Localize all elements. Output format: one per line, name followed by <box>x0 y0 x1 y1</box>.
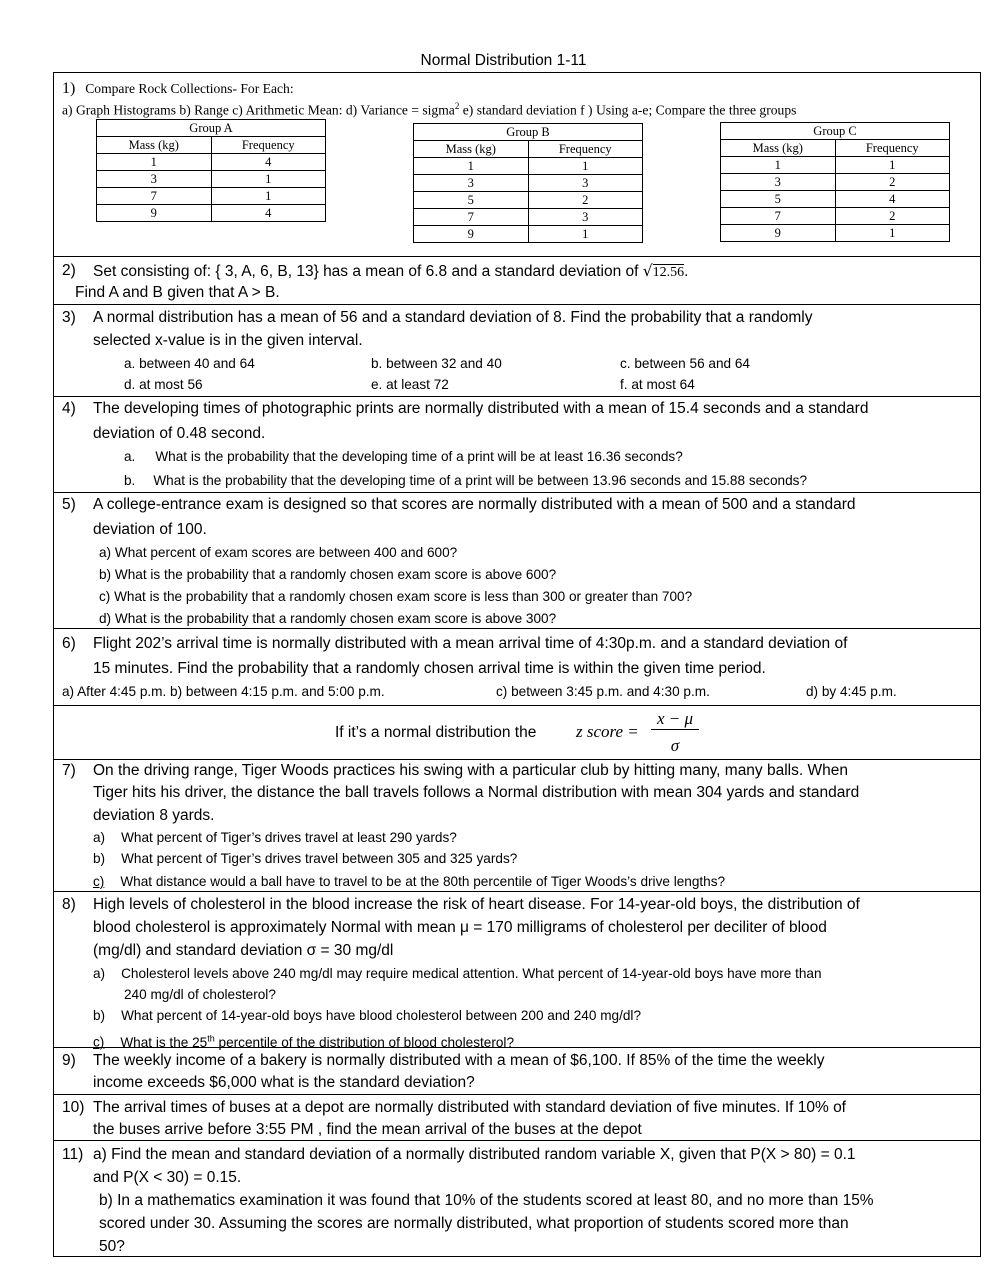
option-label: b. <box>124 473 136 488</box>
option-a: What percent of Tiger’s drives travel at least 290 yards? <box>121 830 457 845</box>
table-row <box>721 225 950 242</box>
option-c: What is the 25th percentile of the distribution of blood cholesterol? <box>120 1033 514 1050</box>
option-a: What is the probability that the developing time of a print will be at least 16.36 seconds? <box>155 449 683 464</box>
table-row <box>97 205 326 222</box>
option-b: b. between 32 and 40 <box>371 356 502 371</box>
mass-cell: 7 <box>97 188 212 205</box>
question-text: Tiger hits his driver, the distance the ball travels follows a Normal distribution with mean 304 yards and standard <box>93 784 860 801</box>
question-text: The weekly income of a bakery is normally distributed with a mean of $6,100. If 85% of the time the weekly <box>93 1052 825 1069</box>
question-text: Find A and B given that A > B. <box>75 284 280 301</box>
group-b-table <box>413 123 643 243</box>
question-text: scored under 30. Assuming the scores are normally distributed, what proportion of students scored more than <box>99 1215 849 1232</box>
table-row <box>414 175 643 192</box>
frequency-cell: 1 <box>528 158 643 175</box>
question-heading: Compare Rock Collections- For Each: <box>85 81 294 96</box>
frequency-cell: 2 <box>528 192 643 209</box>
mass-cell: 7 <box>414 209 529 226</box>
frequency-cell: 2 <box>835 174 950 191</box>
question-number: 11) <box>62 1146 84 1163</box>
frequency-cell: 1 <box>528 226 643 243</box>
option-c: What distance would a ball have to travel to be at the 80th percentile of Tiger Woods’s drive lengths? <box>120 874 726 889</box>
mass-cell: 3 <box>414 175 529 192</box>
table-row <box>97 154 326 171</box>
question-3 <box>54 304 980 396</box>
frequency-cell: 2 <box>835 208 950 225</box>
question-text: selected x-value is in the given interval. <box>93 332 363 349</box>
z-score-formula <box>54 705 980 759</box>
question-6 <box>54 628 980 705</box>
option-d: d. at most 56 <box>124 377 203 392</box>
group-title: Group B <box>414 124 643 141</box>
mass-cell: 9 <box>97 205 212 222</box>
formula-lhs: z score = <box>576 722 639 741</box>
question-number: 4) <box>62 400 76 417</box>
question-2: 2) Set consisting of: { 3, A, 6, B, 13} has a mean of 6.8 and a standard deviation of √12.56. Find A and B given that A > B. <box>54 256 980 304</box>
option-label: a. <box>124 449 136 464</box>
mass-cell: 1 <box>721 157 836 174</box>
question-number: 5) <box>62 496 76 513</box>
option-b: b) What is the probability that a randomly chosen exam score is above 600? <box>99 567 557 582</box>
question-number: 9) <box>62 1052 76 1069</box>
question-text: income exceeds $6,000 what is the standard deviation? <box>93 1074 475 1091</box>
frequency-cell: 1 <box>835 225 950 242</box>
question-10 <box>54 1094 980 1140</box>
question-text: and P(X < 30) = 0.15. <box>93 1169 242 1186</box>
question-text: deviation of 0.48 second. <box>93 425 266 442</box>
table-row <box>414 209 643 226</box>
mass-cell: 3 <box>97 171 212 188</box>
option-a-b: a) After 4:45 p.m. b) between 4:15 p.m. and 5:00 p.m. <box>62 684 385 699</box>
frequency-cell: 1 <box>211 171 326 188</box>
question-text: deviation of 100. <box>93 521 207 538</box>
question-text: Set consisting of: { 3, A, 6, B, 13} has a mean of 6.8 and a standard deviation of <box>93 263 643 280</box>
question-8 <box>54 891 980 1050</box>
question-9 <box>54 1047 980 1094</box>
table-row <box>97 188 326 205</box>
group-title: Group C <box>721 123 950 140</box>
option-label: b) <box>93 851 106 866</box>
formula-text: If it’s a normal distribution the <box>335 724 537 741</box>
option-label: b) <box>93 1008 106 1023</box>
question-5 <box>54 492 980 628</box>
question-number: 6) <box>62 635 76 652</box>
group-c-table <box>720 122 950 242</box>
mass-cell: 5 <box>414 192 529 209</box>
table-row <box>721 174 950 191</box>
option-d: d) What is the probability that a randomly chosen exam score is above 300? <box>99 611 557 626</box>
frequency-cell: 3 <box>528 175 643 192</box>
table-row <box>414 192 643 209</box>
option-b: What percent of 14-year-old boys have blood cholesterol between 200 and 240 mg/dl? <box>121 1008 642 1023</box>
question-11 <box>54 1140 980 1256</box>
mass-cell: 5 <box>721 191 836 208</box>
sqrt-symbol: √ <box>642 262 653 280</box>
question-text: High levels of cholesterol in the blood increase the risk of heart disease. For 14-year-old boys, the distribution of <box>93 896 860 913</box>
question-text: The developing times of photographic prints are normally distributed with a mean of 15.4 seconds and a standard <box>93 400 869 417</box>
frequency-header: Frequency <box>835 140 950 157</box>
question-text: On the driving range, Tiger Woods practices his swing with a particular club by hitting many, many balls. When <box>93 762 848 779</box>
question-text: a) Find the mean and standard deviation of a normally distributed random variable X, given that P(X > 80) = 0.1 <box>93 1146 856 1163</box>
question-number: 1) <box>62 80 76 97</box>
table-row <box>721 157 950 174</box>
frequency-header: Frequency <box>528 141 643 158</box>
option-c: c) between 3:45 p.m. and 4:30 p.m. <box>496 684 710 699</box>
option-d: d) by 4:45 p.m. <box>806 684 897 699</box>
option-f: f. at most 64 <box>620 377 695 392</box>
question-number: 8) <box>62 896 76 913</box>
frequency-header: Frequency <box>211 137 326 154</box>
question-text: blood cholesterol is approximately Normal with mean μ = 170 milligrams of cholesterol per deciliter of blood <box>93 919 827 936</box>
table-row <box>721 191 950 208</box>
option-a: a. between 40 and 64 <box>124 356 255 371</box>
option-label: c) <box>93 874 105 889</box>
frequency-cell: 3 <box>528 209 643 226</box>
question-number: 10) <box>62 1099 85 1116</box>
frequency-cell: 4 <box>211 205 326 222</box>
table-row <box>414 158 643 175</box>
mass-cell: 1 <box>97 154 212 171</box>
frequency-cell: 4 <box>835 191 950 208</box>
option-c: c. between 56 and 64 <box>620 356 750 371</box>
question-text: (mg/dl) and standard deviation σ = 30 mg/dl <box>93 942 394 959</box>
question-text: the buses arrive before 3:55 PM , find the mean arrival of the buses at the depot <box>93 1121 642 1138</box>
table-row <box>97 171 326 188</box>
mass-cell: 3 <box>721 174 836 191</box>
group-title: Group A <box>97 120 326 137</box>
option-a: a) What percent of exam scores are between 400 and 600? <box>99 545 458 560</box>
frequency-cell: 1 <box>211 188 326 205</box>
frequency-cell: 4 <box>211 154 326 171</box>
question-text: 15 minutes. Find the probability that a randomly chosen arrival time is within the given time period. <box>93 660 766 677</box>
mass-header: Mass (kg) <box>414 141 529 158</box>
table-row <box>721 208 950 225</box>
option-label: a) <box>93 966 106 981</box>
question-number: 3) <box>62 309 76 326</box>
question-4 <box>54 396 980 492</box>
mass-cell: 7 <box>721 208 836 225</box>
worksheet <box>53 72 981 1257</box>
mass-cell: 9 <box>721 225 836 242</box>
question-text: A college-entrance exam is designed so that scores are normally distributed with a mean of 500 and a standard <box>93 496 856 513</box>
frequency-cell: 1 <box>835 157 950 174</box>
formula-denominator: σ <box>670 736 680 755</box>
question-7 <box>54 759 980 891</box>
question-parts: a) Graph Histograms b) Range c) Arithmetic Mean: d) Variance = sigma$^2$ e) standard deviation f ) Using a-e; Compare the three groups <box>62 101 797 118</box>
question-text: b) In a mathematics examination it was found that 10% of the students scored at least 80, and no more than 15% <box>99 1192 874 1209</box>
question-text: A normal distribution has a mean of 56 and a standard deviation of 8. Find the probability that a randomly <box>93 309 813 326</box>
option-a-cont: 240 mg/dl of cholesterol? <box>124 987 276 1002</box>
table-row <box>414 226 643 243</box>
page-title: Normal Distribution 1-11 <box>420 52 587 69</box>
question-text: The arrival times of buses at a depot are normally distributed with standard deviation of five minutes. If 10% of <box>93 1099 846 1116</box>
question-number: 7) <box>62 762 76 779</box>
option-b: What is the probability that the developing time of a print will be between 13.96 seconds and 15.88 seconds? <box>153 473 808 488</box>
option-label: c) <box>93 1034 105 1050</box>
question-1 <box>54 73 980 256</box>
option-e: e. at least 72 <box>371 377 449 392</box>
mass-cell: 9 <box>414 226 529 243</box>
question-text: deviation 8 yards. <box>93 807 215 824</box>
option-c: c) What is the probability that a randomly chosen exam score is less than 300 or greater than 700? <box>99 589 693 604</box>
option-a: Cholesterol levels above 240 mg/dl may require medical attention. What percent of 14-year-old boys have more than <box>121 966 822 981</box>
sqrt-value: 12.56 <box>652 265 685 280</box>
mass-header: Mass (kg) <box>721 140 836 157</box>
group-a-table <box>96 119 326 222</box>
mass-header: Mass (kg) <box>97 137 212 154</box>
question-text: Flight 202’s arrival time is normally distributed with a mean arrival time of 4:30p.m. and a standard deviation of <box>93 635 848 652</box>
formula-numerator: x − μ <box>651 709 699 730</box>
question-number: 2) <box>62 262 76 279</box>
option-b: What percent of Tiger’s drives travel between 305 and 325 yards? <box>121 851 518 866</box>
question-text: 50? <box>99 1238 125 1255</box>
option-label: a) <box>93 830 106 845</box>
mass-cell: 1 <box>414 158 529 175</box>
